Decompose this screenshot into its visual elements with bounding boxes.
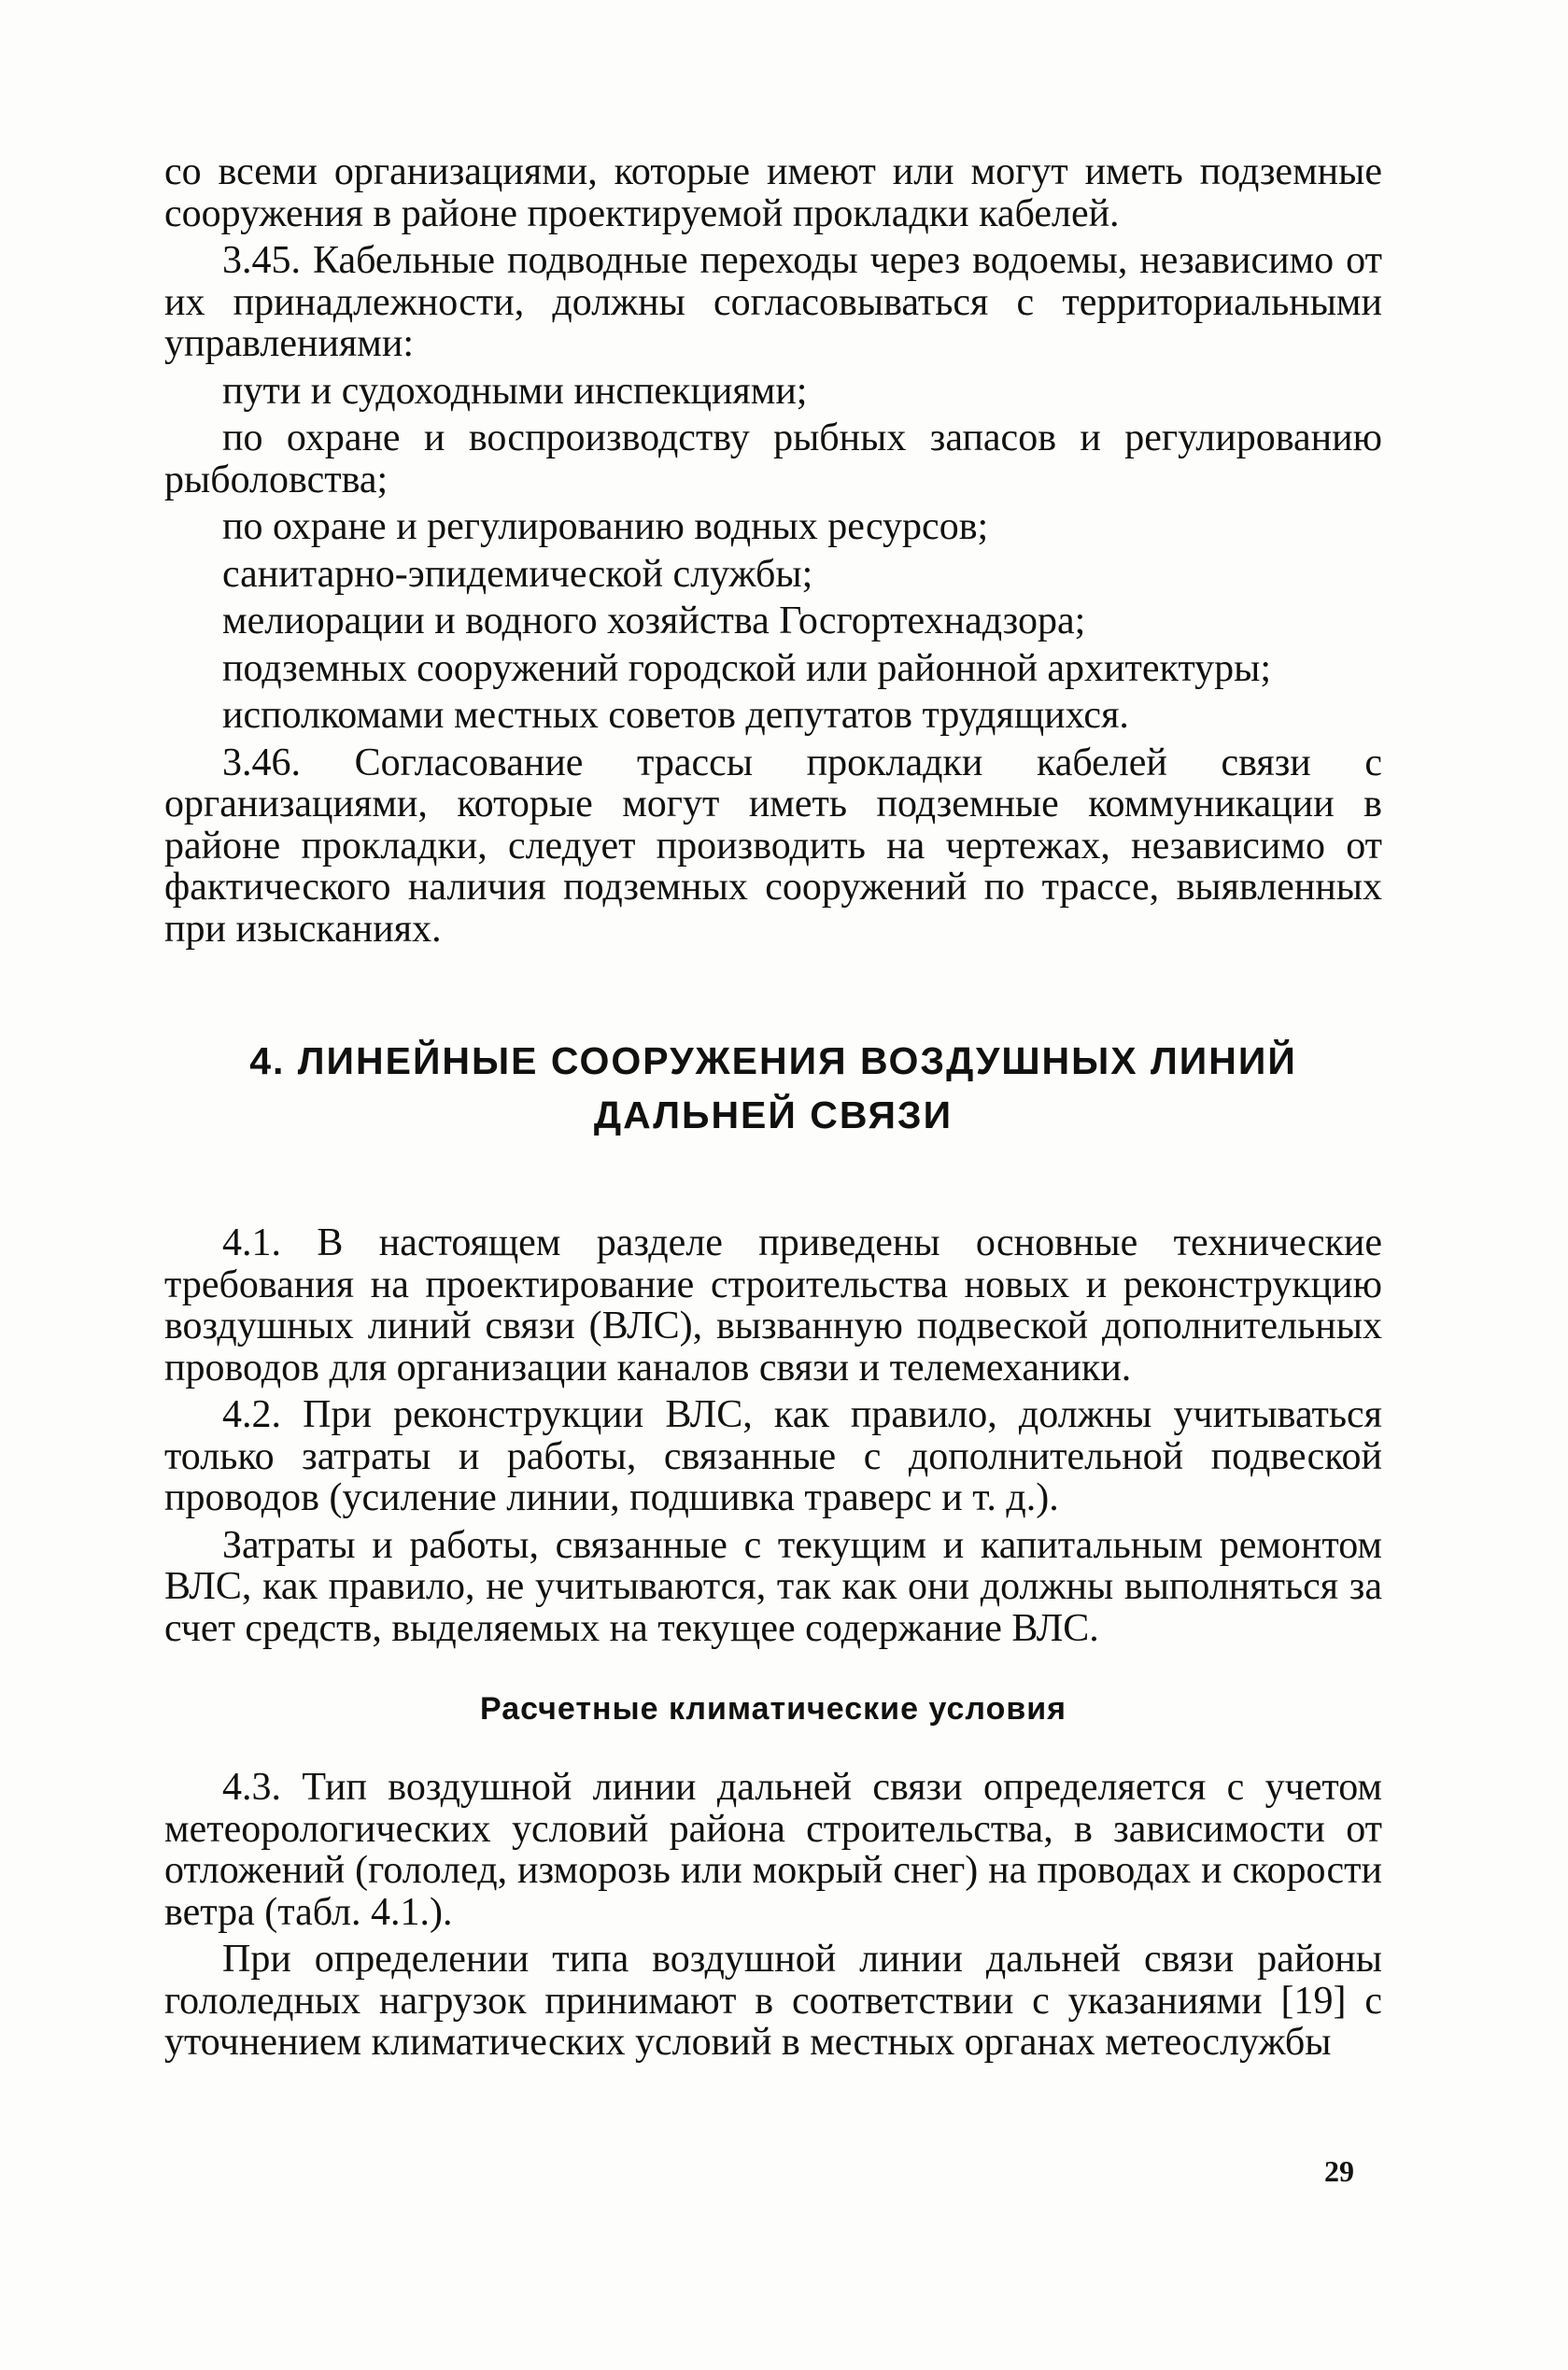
paragraph-4-1: 4.1. В настоящем разделе приведены основные технические требования на проектирование строительства новых и реконструкцию воздушных линий связи (ВЛС), вызванную подвеской дополнительных проводов для организации каналов связи и телемеханики. bbox=[164, 1221, 1382, 1390]
list-item: по охране и воспроизводству рыбных запасов и регулированию рыболовства; bbox=[164, 416, 1382, 501]
list-item: по охране и регулированию водных ресурсов; bbox=[222, 505, 989, 548]
paragraph-4-3: 4.3. Тип воздушной линии дальней связи определяется с учетом метеорологических условий района строительства, в зависимости от отложений (гололед, изморозь или мокрый снег) на проводах и скорости ветра (табл. 4.1.). bbox=[164, 1766, 1382, 1934]
paragraph-4-3-continued: При определении типа воздушной линии дальней связи районы гололедных нагрузок принимают в соответствии с указаниями [19] с уточнением климатических условий в местных органах метеослужбы bbox=[164, 1938, 1382, 2064]
section-heading bbox=[164, 1034, 1382, 1142]
section-heading-line-1: 4. ЛИНЕЙНЫЕ СООРУЖЕНИЯ ВОЗДУШНЫХ ЛИНИЙ bbox=[249, 1039, 1297, 1082]
list-item: мелиорации и водного хозяйства Госгортехнадзора; bbox=[222, 600, 1086, 642]
paragraph-4-2-continued: Затраты и работы, связанные с текущим и капитальным ремонтом ВЛС, как правило, не учитываются, так как они должны выполняться за счет средств, выделяемых на текущее содержание ВЛС. bbox=[164, 1523, 1382, 1650]
list-item: санитарно-эпидемической службы; bbox=[222, 552, 813, 596]
paragraph-continuation: со всеми организациями, которые имеют или могут иметь подземные сооружения в районе проектируемой прокладки кабелей. bbox=[164, 150, 1382, 235]
paragraph-3-46: 3.46. Согласование трассы прокладки кабелей связи с организациями, которые могут иметь подземные коммуникации в районе прокладки, следует производить на чертежах, независимо от фактического наличия подземных сооружений по трассе, выявленных при изысканиях. bbox=[164, 741, 1382, 951]
section-heading-line-2: ДАЛЬНЕЙ СВЯЗИ bbox=[593, 1093, 954, 1136]
page-number: 29 bbox=[1324, 2154, 1354, 2188]
list-item: исполкомами местных советов депутатов трудящихся. bbox=[222, 694, 1129, 737]
list-item: подземных сооружений городской или районной архитектуры; bbox=[222, 646, 1272, 690]
paragraph-4-2: 4.2. При реконструкции ВЛС, как правило, должны учитываться только затраты и работы, связанные с дополнительной подвеской проводов (усиление линии, подшивка траверс и т. д.). bbox=[164, 1393, 1382, 1519]
list-item: пути и судоходными инспекциями; bbox=[222, 369, 808, 413]
paragraph-3-45: 3.45. Кабельные подводные переходы через водоемы, независимо от их принадлежности, должны согласовываться с территориальными управлениями: bbox=[164, 239, 1382, 365]
subsection-heading: Расчетные климатические условия bbox=[480, 1691, 1067, 1727]
text-column bbox=[164, 151, 1382, 2064]
